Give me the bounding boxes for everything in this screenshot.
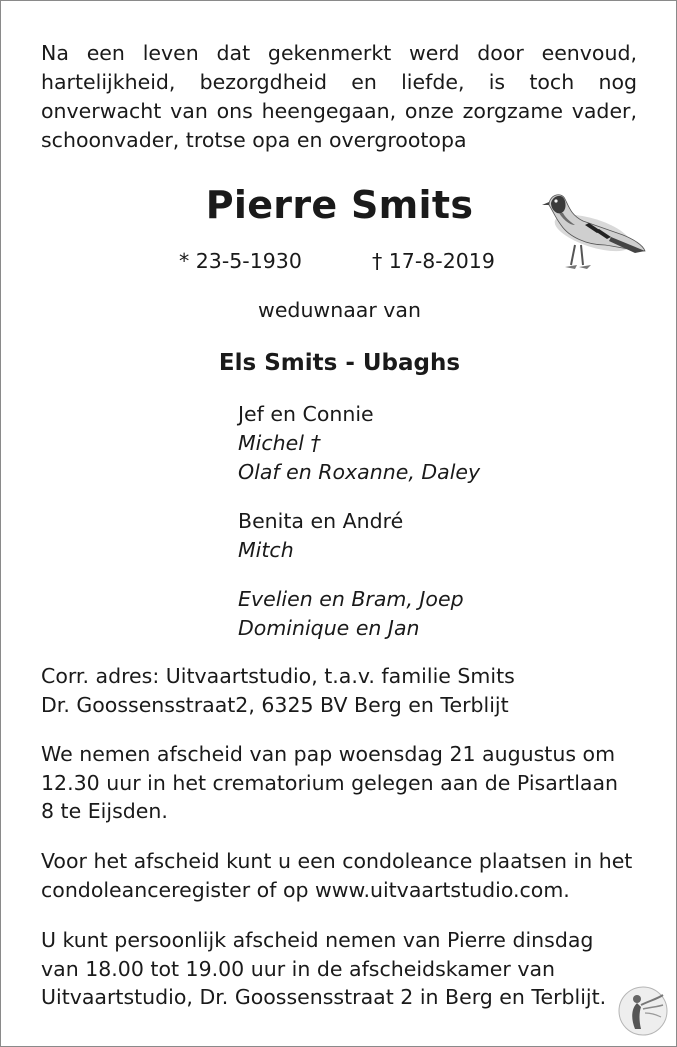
family-line: Dominique en Jan (238, 616, 420, 640)
farewell-line: We nemen afscheid van pap woensdag 21 augustus om (41, 742, 616, 766)
family-group (238, 507, 403, 565)
death-date: † 17-8-2019 (372, 249, 495, 273)
family-line: Jef en Connie (238, 402, 374, 426)
funeral-logo-icon (617, 985, 669, 1037)
visitation-line: U kunt persoonlijk afscheid nemen van Pierre dinsdag (41, 928, 594, 952)
visitation-line: van 18.00 tot 19.00 uur in de afscheidskamer van (41, 956, 556, 981)
condolence-line: Voor het afscheid kunt u een condoleance plaatsen in het (41, 849, 633, 873)
birth-date: * 23-5-1930 (179, 249, 302, 273)
correspondence-address (41, 662, 641, 719)
family-group (238, 585, 464, 643)
family-line: Michel † (238, 431, 321, 455)
farewell-line: 12.30 uur in het crematorium gelegen aan de Pisartlaan (41, 770, 619, 795)
visitation-line: Uitvaartstudio, Dr. Goossensstraat 2 in Berg en Terblijt. (41, 985, 607, 1009)
spouse-name: Els Smits - Ubaghs (218, 350, 461, 376)
address-line: Dr. Goossensstraat2, 6325 BV Berg en Terblijt (41, 692, 509, 717)
pigeon-icon (539, 181, 647, 275)
visitation-info (41, 926, 641, 1012)
family-line: Mitch (238, 538, 294, 562)
intro-text: Na een leven dat gekenmerkt werd door eenvoud, hartelijkheid, bezorgdheid en liefde, is toch nog onverwacht van ons heengegaan, onze zorgzame vader, schoonvader, trotse opa en overgrootopa (41, 41, 637, 152)
address-line: Corr. adres: Uitvaartstudio, t.a.v. familie Smits (41, 664, 515, 688)
widower-label: weduwnaar van (258, 298, 421, 322)
family-line: Evelien en Bram, Joep (238, 587, 464, 611)
farewell-info (41, 740, 641, 826)
family-group (238, 400, 480, 487)
deceased-name: Pierre Smits (205, 183, 474, 227)
family-line: Olaf en Roxanne, Daley (238, 460, 481, 484)
farewell-line: 8 te Eijsden. (41, 799, 168, 823)
condolence-line: condoleanceregister of op www.uitvaartstudio.com. (41, 877, 570, 902)
condolence-info (41, 847, 641, 904)
family-line: Benita en André (238, 509, 404, 533)
